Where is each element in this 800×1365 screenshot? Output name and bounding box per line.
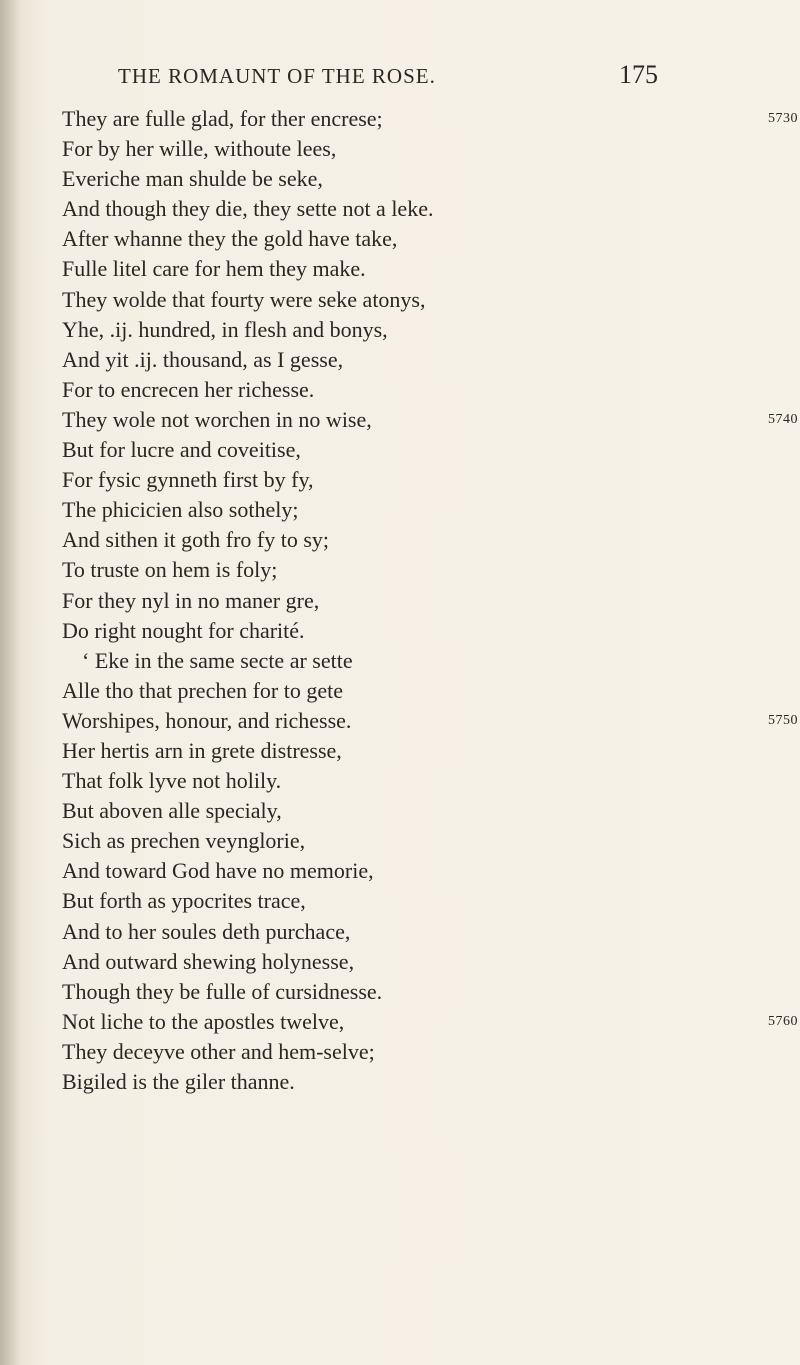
verse-line-text: And sithen it goth fro fy to sy; bbox=[62, 527, 330, 553]
verse-block bbox=[62, 104, 798, 1097]
verse-line-text: Bigiled is the giler thanne. bbox=[62, 1069, 295, 1094]
line-number: 5750 bbox=[768, 712, 798, 728]
verse-line bbox=[62, 1037, 762, 1067]
verse-line-text: And to her soules deth purchace, bbox=[62, 918, 351, 944]
verse-line bbox=[62, 254, 762, 284]
verse-line bbox=[62, 736, 762, 766]
verse-line bbox=[62, 525, 762, 555]
verse-line-text: They wolde that fourty were seke atonys, bbox=[62, 286, 426, 312]
verse-line bbox=[62, 104, 798, 134]
verse-line-text: And toward God have no memorie, bbox=[62, 858, 374, 884]
line-number: 5760 bbox=[768, 1013, 798, 1029]
verse-line bbox=[62, 917, 762, 947]
verse-line-text: The phicicien also sothely; bbox=[62, 497, 299, 523]
verse-line-text: Her hertis arn in grete distresse, bbox=[62, 737, 342, 763]
verse-line-text: And though they die, they sette not a leke. bbox=[62, 196, 434, 222]
verse-line-text: That folk lyve not holily. bbox=[62, 768, 282, 794]
verse-line-text: ‘ Eke in the same secte ar sette bbox=[82, 647, 353, 673]
verse-line bbox=[62, 1007, 798, 1037]
verse-line bbox=[62, 586, 762, 616]
verse-line bbox=[62, 646, 762, 676]
verse-line bbox=[62, 856, 762, 886]
line-number: 5740 bbox=[768, 411, 798, 427]
verse-line bbox=[62, 826, 762, 856]
verse-line bbox=[62, 977, 762, 1007]
verse-line bbox=[62, 796, 762, 826]
verse-line bbox=[62, 495, 762, 525]
verse-line-text: But aboven alle specialy, bbox=[62, 798, 282, 824]
verse-line bbox=[62, 616, 762, 646]
verse-line-text: Not liche to the apostles twelve, bbox=[62, 1008, 345, 1034]
verse-line-text: For to encrecen her richesse. bbox=[62, 376, 315, 402]
verse-line-text: Alle tho that prechen for to gete bbox=[62, 677, 344, 703]
verse-line bbox=[62, 465, 762, 495]
verse-line-text: Yhe, .ij. hundred, in flesh and bonys, bbox=[62, 316, 388, 342]
verse-line-text: But for lucre and coveitise, bbox=[62, 437, 301, 463]
running-title: THE ROMAUNT OF THE ROSE. bbox=[118, 64, 436, 88]
verse-line-text: They are fulle glad, for ther encrese; bbox=[62, 106, 383, 131]
verse-line bbox=[62, 345, 762, 375]
verse-line bbox=[62, 766, 762, 796]
verse-line bbox=[62, 315, 762, 345]
verse-line-text: To truste on hem is foly; bbox=[62, 557, 278, 583]
verse-line-text: Though they be fulle of cursidnesse. bbox=[62, 978, 383, 1004]
verse-line-text: Fulle litel care for hem they make. bbox=[62, 256, 366, 282]
verse-line bbox=[62, 947, 762, 977]
verse-line-text: They deceyve other and hem-selve; bbox=[62, 1038, 375, 1064]
verse-line bbox=[62, 164, 762, 194]
verse-line bbox=[62, 1067, 762, 1097]
verse-line-text: They wole not worchen in no wise, bbox=[62, 406, 372, 432]
verse-line bbox=[62, 435, 762, 465]
verse-line-text: Everiche man shulde be seke, bbox=[62, 166, 323, 192]
verse-line bbox=[62, 676, 762, 706]
verse-line-text: For they nyl in no maner gre, bbox=[62, 587, 320, 613]
verse-line bbox=[62, 886, 762, 916]
verse-line bbox=[62, 555, 762, 585]
verse-line-text: For fysic gynneth first by fy, bbox=[62, 467, 314, 493]
line-number: 5730 bbox=[768, 111, 798, 126]
page-header bbox=[118, 60, 658, 96]
verse-line-text: Do right nought for charité. bbox=[62, 617, 305, 643]
verse-line bbox=[62, 194, 762, 224]
verse-line bbox=[62, 375, 762, 405]
verse-line-text: For by her wille, withoute lees, bbox=[62, 136, 337, 162]
verse-line-text: After whanne they the gold have take, bbox=[62, 226, 398, 252]
verse-line-text: But forth as ypocrites trace, bbox=[62, 888, 306, 914]
verse-line bbox=[62, 405, 798, 435]
verse-line bbox=[62, 224, 762, 254]
verse-line bbox=[62, 134, 762, 164]
page-number: 175 bbox=[619, 60, 658, 89]
verse-line-text: Sich as prechen veynglorie, bbox=[62, 828, 306, 854]
verse-line-text: Worshipes, honour, and richesse. bbox=[62, 707, 352, 733]
verse-line-text: And yit .ij. thousand, as I gesse, bbox=[62, 346, 344, 372]
spine-shadow bbox=[0, 0, 22, 1365]
verse-line-text: And outward shewing holynesse, bbox=[62, 948, 355, 974]
verse-line bbox=[62, 285, 762, 315]
verse-line bbox=[62, 706, 798, 736]
